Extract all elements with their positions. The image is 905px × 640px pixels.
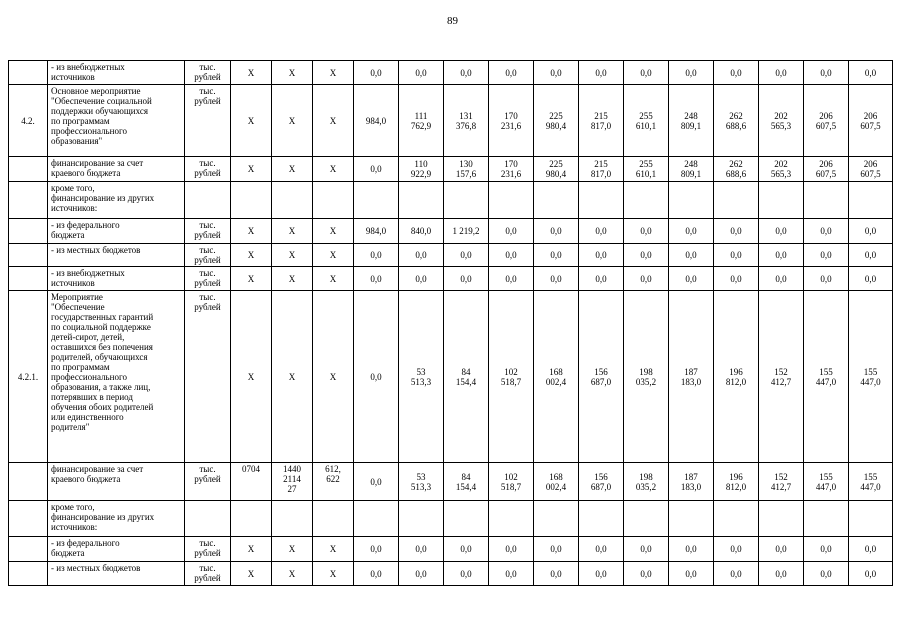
- description-cell: финансирование за счет краевого бюджета: [48, 463, 185, 501]
- value-cell: 0,0: [579, 61, 624, 85]
- table-row: [9, 501, 893, 537]
- code-cell-2: Х: [272, 267, 313, 291]
- value-cell: 255 610,1: [624, 157, 669, 182]
- value-cell: [444, 182, 489, 219]
- value-cell: 0,0: [579, 219, 624, 244]
- value-cell: 170 231,6: [489, 85, 534, 157]
- value-cell: 262 688,6: [714, 157, 759, 182]
- value-cell: 0,0: [489, 562, 534, 586]
- value-cell: 0,0: [354, 267, 399, 291]
- description-cell: Мероприятие "Обеспечение государственных гарантий по социальной поддержке детей-сирот, детей, оставшихся без попечения родителей, обучающихся по программам профессионального образования, а также лиц, потерявших в период обучения обоих родителей или единственного родителя": [48, 291, 185, 463]
- value-cell: 0,0: [759, 219, 804, 244]
- code-cell-2: Х: [272, 537, 313, 562]
- unit-cell: тыс. рублей: [185, 291, 231, 463]
- code-cell-1: [231, 182, 272, 219]
- value-cell: 102 518,7: [489, 291, 534, 463]
- code-cell-3: Х: [313, 219, 354, 244]
- value-cell: 53 513,3: [399, 291, 444, 463]
- value-cell: 0,0: [444, 537, 489, 562]
- value-cell: 0,0: [444, 244, 489, 267]
- row-number-cell: [9, 501, 48, 537]
- row-number-cell: [9, 61, 48, 85]
- row-number-cell: [9, 537, 48, 562]
- value-cell: 225 980,4: [534, 157, 579, 182]
- value-cell: 984,0: [354, 219, 399, 244]
- code-cell-3: Х: [313, 61, 354, 85]
- value-cell: 0,0: [354, 562, 399, 586]
- row-number-cell: [9, 244, 48, 267]
- code-cell-2: [272, 501, 313, 537]
- table-row: [9, 157, 893, 182]
- code-cell-1: Х: [231, 291, 272, 463]
- value-cell: 198 035,2: [624, 463, 669, 501]
- unit-cell: [185, 182, 231, 219]
- value-cell: [579, 182, 624, 219]
- description-cell: Основное мероприятие "Обеспечение социальной поддержки обучающихся по программам профессионального образования": [48, 85, 185, 157]
- unit-cell: тыс. рублей: [185, 463, 231, 501]
- unit-cell: тыс. рублей: [185, 219, 231, 244]
- value-cell: 215 817,0: [579, 157, 624, 182]
- code-cell-2: Х: [272, 219, 313, 244]
- description-cell: - из внебюджетных источников: [48, 267, 185, 291]
- unit-cell: тыс. рублей: [185, 157, 231, 182]
- value-cell: 155 447,0: [804, 291, 849, 463]
- code-cell-3: 612, 622: [313, 463, 354, 501]
- value-cell: [489, 182, 534, 219]
- value-cell: [669, 501, 714, 537]
- value-cell: 0,0: [669, 61, 714, 85]
- code-cell-1: Х: [231, 85, 272, 157]
- value-cell: 84 154,4: [444, 291, 489, 463]
- value-cell: 215 817,0: [579, 85, 624, 157]
- value-cell: [399, 182, 444, 219]
- value-cell: 0,0: [714, 267, 759, 291]
- code-cell-2: Х: [272, 244, 313, 267]
- code-cell-2: Х: [272, 291, 313, 463]
- value-cell: 0,0: [354, 463, 399, 501]
- unit-cell: тыс. рублей: [185, 267, 231, 291]
- value-cell: 198 035,2: [624, 291, 669, 463]
- budget-table: [8, 60, 893, 586]
- code-cell-2: 1440 2114 27: [272, 463, 313, 501]
- value-cell: 0,0: [804, 244, 849, 267]
- value-cell: 840,0: [399, 219, 444, 244]
- value-cell: 155 447,0: [804, 463, 849, 501]
- unit-cell: [185, 501, 231, 537]
- value-cell: 0,0: [669, 244, 714, 267]
- table-row: [9, 267, 893, 291]
- code-cell-1: [231, 501, 272, 537]
- code-cell-2: Х: [272, 562, 313, 586]
- value-cell: 0,0: [354, 61, 399, 85]
- value-cell: 206 607,5: [804, 85, 849, 157]
- value-cell: 0,0: [714, 219, 759, 244]
- value-cell: 0,0: [534, 562, 579, 586]
- value-cell: [849, 182, 893, 219]
- value-cell: 0,0: [534, 219, 579, 244]
- code-cell-1: 0704: [231, 463, 272, 501]
- value-cell: [579, 501, 624, 537]
- value-cell: 155 447,0: [849, 291, 893, 463]
- value-cell: [489, 501, 534, 537]
- code-cell-1: Х: [231, 267, 272, 291]
- code-cell-2: Х: [272, 85, 313, 157]
- value-cell: 168 002,4: [534, 291, 579, 463]
- value-cell: 196 812,0: [714, 463, 759, 501]
- value-cell: 0,0: [489, 267, 534, 291]
- code-cell-3: Х: [313, 244, 354, 267]
- value-cell: 53 513,3: [399, 463, 444, 501]
- value-cell: 202 565,3: [759, 85, 804, 157]
- row-number-cell: [9, 182, 48, 219]
- value-cell: 0,0: [579, 267, 624, 291]
- value-cell: [534, 182, 579, 219]
- value-cell: 0,0: [759, 537, 804, 562]
- value-cell: [354, 182, 399, 219]
- code-cell-2: [272, 182, 313, 219]
- value-cell: 0,0: [354, 291, 399, 463]
- code-cell-1: Х: [231, 157, 272, 182]
- description-cell: - из внебюджетных источников: [48, 61, 185, 85]
- value-cell: 102 518,7: [489, 463, 534, 501]
- description-cell: кроме того, финансирование из других источников:: [48, 182, 185, 219]
- code-cell-3: [313, 501, 354, 537]
- value-cell: [714, 501, 759, 537]
- row-number-cell: [9, 267, 48, 291]
- value-cell: 156 687,0: [579, 463, 624, 501]
- description-cell: финансирование за счет краевого бюджета: [48, 157, 185, 182]
- value-cell: 225 980,4: [534, 85, 579, 157]
- value-cell: 206 607,5: [849, 85, 893, 157]
- value-cell: 248 809,1: [669, 157, 714, 182]
- value-cell: 262 688,6: [714, 85, 759, 157]
- value-cell: 1 219,2: [444, 219, 489, 244]
- value-cell: 0,0: [759, 61, 804, 85]
- value-cell: 0,0: [534, 267, 579, 291]
- value-cell: 0,0: [759, 267, 804, 291]
- value-cell: [444, 501, 489, 537]
- code-cell-3: Х: [313, 537, 354, 562]
- value-cell: 0,0: [849, 219, 893, 244]
- table-row: [9, 562, 893, 586]
- unit-cell: тыс. рублей: [185, 537, 231, 562]
- value-cell: 0,0: [849, 244, 893, 267]
- value-cell: 187 183,0: [669, 463, 714, 501]
- value-cell: 0,0: [624, 537, 669, 562]
- value-cell: 0,0: [534, 537, 579, 562]
- value-cell: 248 809,1: [669, 85, 714, 157]
- value-cell: 984,0: [354, 85, 399, 157]
- value-cell: 0,0: [849, 61, 893, 85]
- value-cell: [399, 501, 444, 537]
- value-cell: 0,0: [759, 562, 804, 586]
- value-cell: [759, 182, 804, 219]
- value-cell: 131 376,8: [444, 85, 489, 157]
- code-cell-1: Х: [231, 562, 272, 586]
- value-cell: 0,0: [759, 244, 804, 267]
- value-cell: [849, 501, 893, 537]
- value-cell: 0,0: [804, 61, 849, 85]
- value-cell: 0,0: [624, 219, 669, 244]
- value-cell: 110 922,9: [399, 157, 444, 182]
- value-cell: 206 607,5: [849, 157, 893, 182]
- value-cell: 152 412,7: [759, 291, 804, 463]
- value-cell: 0,0: [534, 244, 579, 267]
- value-cell: 0,0: [354, 244, 399, 267]
- unit-cell: тыс. рублей: [185, 85, 231, 157]
- value-cell: 0,0: [354, 537, 399, 562]
- value-cell: 0,0: [399, 267, 444, 291]
- value-cell: 155 447,0: [849, 463, 893, 501]
- value-cell: 0,0: [669, 267, 714, 291]
- value-cell: 0,0: [669, 562, 714, 586]
- value-cell: 206 607,5: [804, 157, 849, 182]
- code-cell-2: Х: [272, 157, 313, 182]
- value-cell: 0,0: [579, 537, 624, 562]
- unit-cell: тыс. рублей: [185, 562, 231, 586]
- value-cell: 0,0: [399, 61, 444, 85]
- value-cell: 0,0: [444, 61, 489, 85]
- code-cell-3: Х: [313, 267, 354, 291]
- value-cell: [759, 501, 804, 537]
- value-cell: 0,0: [579, 562, 624, 586]
- value-cell: 0,0: [489, 61, 534, 85]
- value-cell: 170 231,6: [489, 157, 534, 182]
- code-cell-1: Х: [231, 537, 272, 562]
- value-cell: 0,0: [624, 562, 669, 586]
- value-cell: 0,0: [804, 219, 849, 244]
- value-cell: 196 812,0: [714, 291, 759, 463]
- value-cell: 0,0: [669, 219, 714, 244]
- value-cell: [669, 182, 714, 219]
- value-cell: [624, 182, 669, 219]
- value-cell: 0,0: [849, 562, 893, 586]
- value-cell: [624, 501, 669, 537]
- table-row: [9, 219, 893, 244]
- value-cell: 156 687,0: [579, 291, 624, 463]
- value-cell: 84 154,4: [444, 463, 489, 501]
- value-cell: 0,0: [849, 267, 893, 291]
- value-cell: 0,0: [624, 267, 669, 291]
- unit-cell: тыс. рублей: [185, 61, 231, 85]
- value-cell: 111 762,9: [399, 85, 444, 157]
- description-cell: - из местных бюджетов: [48, 244, 185, 267]
- description-cell: - из федерального бюджета: [48, 537, 185, 562]
- value-cell: 0,0: [489, 537, 534, 562]
- value-cell: 0,0: [714, 537, 759, 562]
- value-cell: 0,0: [714, 562, 759, 586]
- value-cell: 0,0: [804, 267, 849, 291]
- unit-cell: тыс. рублей: [185, 244, 231, 267]
- description-cell: - из местных бюджетов: [48, 562, 185, 586]
- value-cell: 0,0: [804, 537, 849, 562]
- value-cell: 0,0: [714, 61, 759, 85]
- value-cell: 0,0: [624, 244, 669, 267]
- value-cell: 0,0: [669, 537, 714, 562]
- code-cell-2: Х: [272, 61, 313, 85]
- value-cell: 187 183,0: [669, 291, 714, 463]
- value-cell: 0,0: [624, 61, 669, 85]
- row-number-cell: 4.2.1.: [9, 291, 48, 463]
- code-cell-1: Х: [231, 244, 272, 267]
- value-cell: 0,0: [399, 244, 444, 267]
- description-cell: кроме того, финансирование из других источников:: [48, 501, 185, 537]
- value-cell: 152 412,7: [759, 463, 804, 501]
- value-cell: [804, 182, 849, 219]
- row-number-cell: [9, 562, 48, 586]
- row-number-cell: [9, 219, 48, 244]
- value-cell: [714, 182, 759, 219]
- value-cell: 130 157,6: [444, 157, 489, 182]
- value-cell: 0,0: [444, 562, 489, 586]
- table-row: [9, 182, 893, 219]
- table-row: [9, 244, 893, 267]
- code-cell-1: Х: [231, 61, 272, 85]
- row-number-cell: [9, 463, 48, 501]
- value-cell: 0,0: [399, 537, 444, 562]
- code-cell-3: Х: [313, 562, 354, 586]
- table-row: [9, 537, 893, 562]
- value-cell: [534, 501, 579, 537]
- code-cell-3: Х: [313, 85, 354, 157]
- value-cell: [804, 501, 849, 537]
- value-cell: 0,0: [849, 537, 893, 562]
- value-cell: 0,0: [534, 61, 579, 85]
- value-cell: 0,0: [804, 562, 849, 586]
- value-cell: 0,0: [354, 157, 399, 182]
- code-cell-3: Х: [313, 157, 354, 182]
- table-row: [9, 61, 893, 85]
- value-cell: 168 002,4: [534, 463, 579, 501]
- table-row: [9, 291, 893, 463]
- value-cell: 0,0: [444, 267, 489, 291]
- row-number-cell: [9, 157, 48, 182]
- value-cell: 0,0: [489, 244, 534, 267]
- code-cell-3: Х: [313, 291, 354, 463]
- value-cell: 0,0: [489, 219, 534, 244]
- value-cell: 0,0: [579, 244, 624, 267]
- value-cell: [354, 501, 399, 537]
- value-cell: 0,0: [399, 562, 444, 586]
- table-row: [9, 85, 893, 157]
- row-number-cell: 4.2.: [9, 85, 48, 157]
- description-cell: - из федерального бюджета: [48, 219, 185, 244]
- value-cell: 255 610,1: [624, 85, 669, 157]
- page-number: 89: [447, 15, 458, 27]
- value-cell: 0,0: [714, 244, 759, 267]
- table-row: [9, 463, 893, 501]
- code-cell-1: Х: [231, 219, 272, 244]
- value-cell: 202 565,3: [759, 157, 804, 182]
- code-cell-3: [313, 182, 354, 219]
